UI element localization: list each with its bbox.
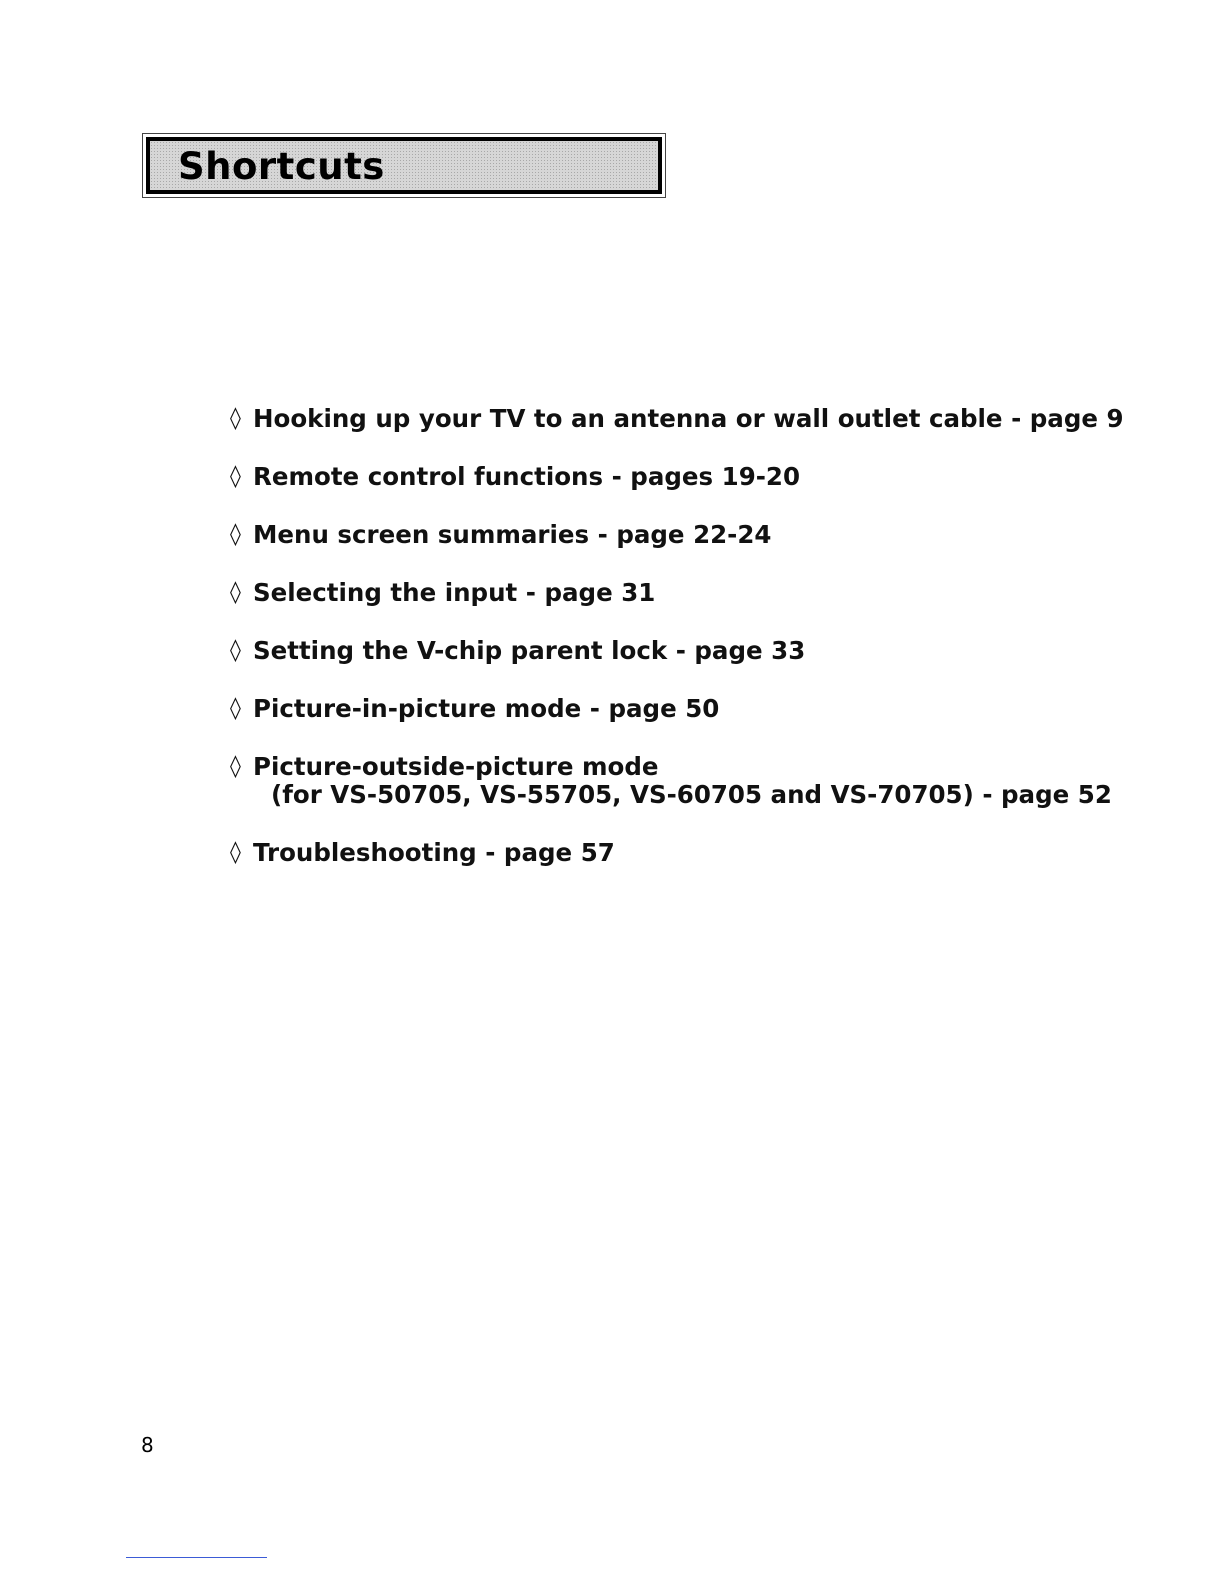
- diamond-bullet-icon: ◊: [230, 638, 241, 663]
- shortcut-text: Picture-outside-picture mode: [253, 752, 659, 781]
- list-item: [230, 463, 1130, 491]
- shortcut-text: Troubleshooting - page 57: [253, 838, 615, 867]
- list-item: [230, 579, 1130, 607]
- diamond-bullet-icon: ◊: [230, 406, 241, 431]
- page-number: 8: [141, 1433, 154, 1457]
- shortcut-subtext: (for VS-50705, VS-55705, VS-60705 and VS-70705) - page 52: [271, 780, 1112, 809]
- list-item: [230, 695, 1130, 723]
- shortcut-text: Selecting the input - page 31: [253, 578, 656, 607]
- diamond-bullet-icon: ◊: [230, 696, 241, 721]
- list-item: [230, 753, 1130, 809]
- diamond-bullet-icon: ◊: [230, 580, 241, 605]
- shortcut-text: Menu screen summaries - page 22-24: [253, 520, 772, 549]
- shortcut-text: Remote control functions - pages 19-20: [253, 462, 801, 491]
- list-item: [230, 839, 1130, 867]
- diamond-bullet-icon: ◊: [230, 840, 241, 865]
- section-title-box: [142, 133, 666, 198]
- list-item: [230, 521, 1130, 549]
- diamond-bullet-icon: ◊: [230, 464, 241, 489]
- shortcut-list: [230, 405, 1130, 897]
- shortcut-text: Hooking up your TV to an antenna or wall outlet cable - page 9: [253, 404, 1124, 433]
- section-title: Shortcuts: [178, 145, 385, 188]
- list-item: [230, 405, 1130, 433]
- footer-divider: [126, 1557, 267, 1558]
- diamond-bullet-icon: ◊: [230, 754, 241, 779]
- shortcut-text: Picture-in-picture mode - page 50: [253, 694, 720, 723]
- list-item: [230, 637, 1130, 665]
- diamond-bullet-icon: ◊: [230, 522, 241, 547]
- shortcut-text: Setting the V-chip parent lock - page 33: [253, 636, 806, 665]
- section-title-banner: [146, 137, 662, 194]
